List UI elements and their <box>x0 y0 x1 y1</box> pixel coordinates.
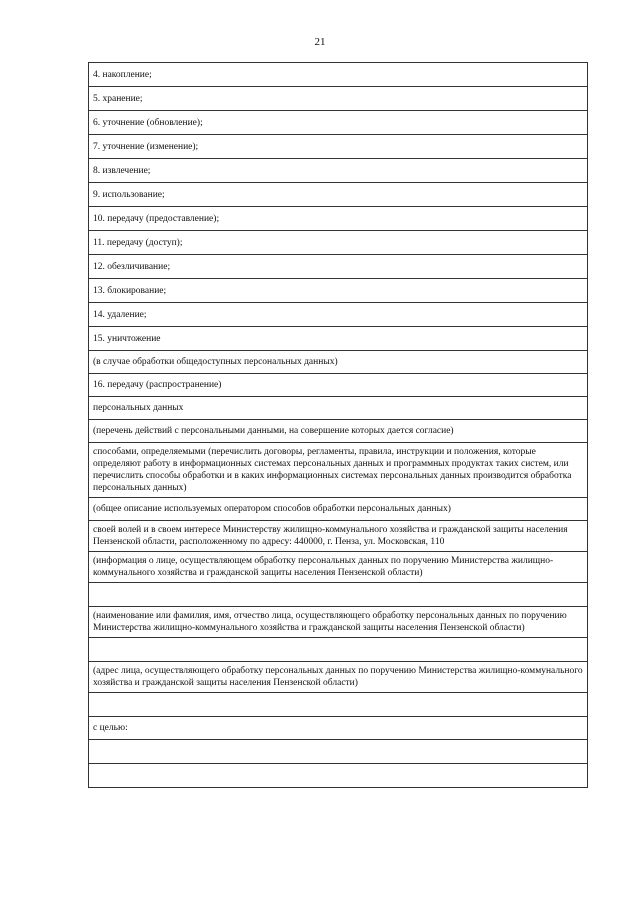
table-row <box>89 717 588 740</box>
table-row <box>89 740 588 764</box>
table-row <box>89 231 588 255</box>
table-row <box>89 662 588 693</box>
table-cell: 14. удаление; <box>89 303 588 327</box>
table-cell-empty <box>89 764 588 788</box>
table-row <box>89 764 588 788</box>
table-row <box>89 498 588 521</box>
table-cell-empty <box>89 693 588 717</box>
table-row <box>89 583 588 607</box>
table-row <box>89 159 588 183</box>
table-row <box>89 327 588 351</box>
table-cell: 8. извлечение; <box>89 159 588 183</box>
table-row <box>89 87 588 111</box>
table-row <box>89 351 588 374</box>
table-cell: 4. накопление; <box>89 63 588 87</box>
table-cell: (перечень действий с персональными данными, на совершение которых дается согласие) <box>89 420 588 443</box>
table-row <box>89 638 588 662</box>
table-row <box>89 521 588 552</box>
table-row <box>89 135 588 159</box>
table-row <box>89 374 588 397</box>
page-number: 21 <box>314 36 326 48</box>
table-row <box>89 420 588 443</box>
table-cell: 9. использование; <box>89 183 588 207</box>
table-cell: 13. блокирование; <box>89 279 588 303</box>
table-row <box>89 183 588 207</box>
table-cell-empty <box>89 740 588 764</box>
table-row <box>89 443 588 498</box>
consent-form-table <box>88 62 588 788</box>
table-cell: (информация о лице, осуществляющем обработку персональных данных по поручению Министерства жилищно-коммунального хозяйства и гражданской защиты населения Пензенской области) <box>89 552 588 583</box>
table-cell: (общее описание используемых оператором способов обработки персональных данных) <box>89 498 588 521</box>
table-cell: 5. хранение; <box>89 87 588 111</box>
table-row <box>89 255 588 279</box>
table-cell: 6. уточнение (обновление); <box>89 111 588 135</box>
table-row <box>89 111 588 135</box>
table-cell-empty <box>89 638 588 662</box>
table-row <box>89 63 588 87</box>
table-cell: 10. передачу (предоставление); <box>89 207 588 231</box>
table-row <box>89 607 588 638</box>
table-cell: (наименование или фамилия, имя, отчество лица, осуществляющего обработку персональных данных по поручению Министерства жилищно-коммунального хозяйства и гражданской защиты населения Пензенской области) <box>89 607 588 638</box>
table-cell: (адрес лица, осуществляющего обработку персональных данных по поручению Министерства жилищно-коммунального хозяйства и гражданской защиты населения Пензенской области) <box>89 662 588 693</box>
table-row <box>89 279 588 303</box>
table-cell: персональных данных <box>89 397 588 420</box>
table-cell: (в случае обработки общедоступных персональных данных) <box>89 351 588 374</box>
table-cell: с целью: <box>89 717 588 740</box>
table-row <box>89 397 588 420</box>
table-cell-empty <box>89 583 588 607</box>
table-cell: 16. передачу (распространение) <box>89 374 588 397</box>
table-cell: 12. обезличивание; <box>89 255 588 279</box>
table-cell: 15. уничтожение <box>89 327 588 351</box>
table-row <box>89 303 588 327</box>
table-cell: своей волей и в своем интересе Министерству жилищно-коммунального хозяйства и гражданской защиты населения Пензенской области, расположенному по адресу: 440000, г. Пенза, ул. Московская, 110 <box>89 521 588 552</box>
table-cell: способами, определяемыми (перечислить договоры, регламенты, правила, инструкции и положения, которые определяют работу в информационных системах персональных данных и программных продуктах таких систем, или перечислить способы обработки и в каких информационных системах персональных данных производится обработка персональных данных) <box>89 443 588 498</box>
table-cell: 11. передачу (доступ); <box>89 231 588 255</box>
table-cell: 7. уточнение (изменение); <box>89 135 588 159</box>
table-row <box>89 552 588 583</box>
table-row <box>89 693 588 717</box>
table-row <box>89 207 588 231</box>
